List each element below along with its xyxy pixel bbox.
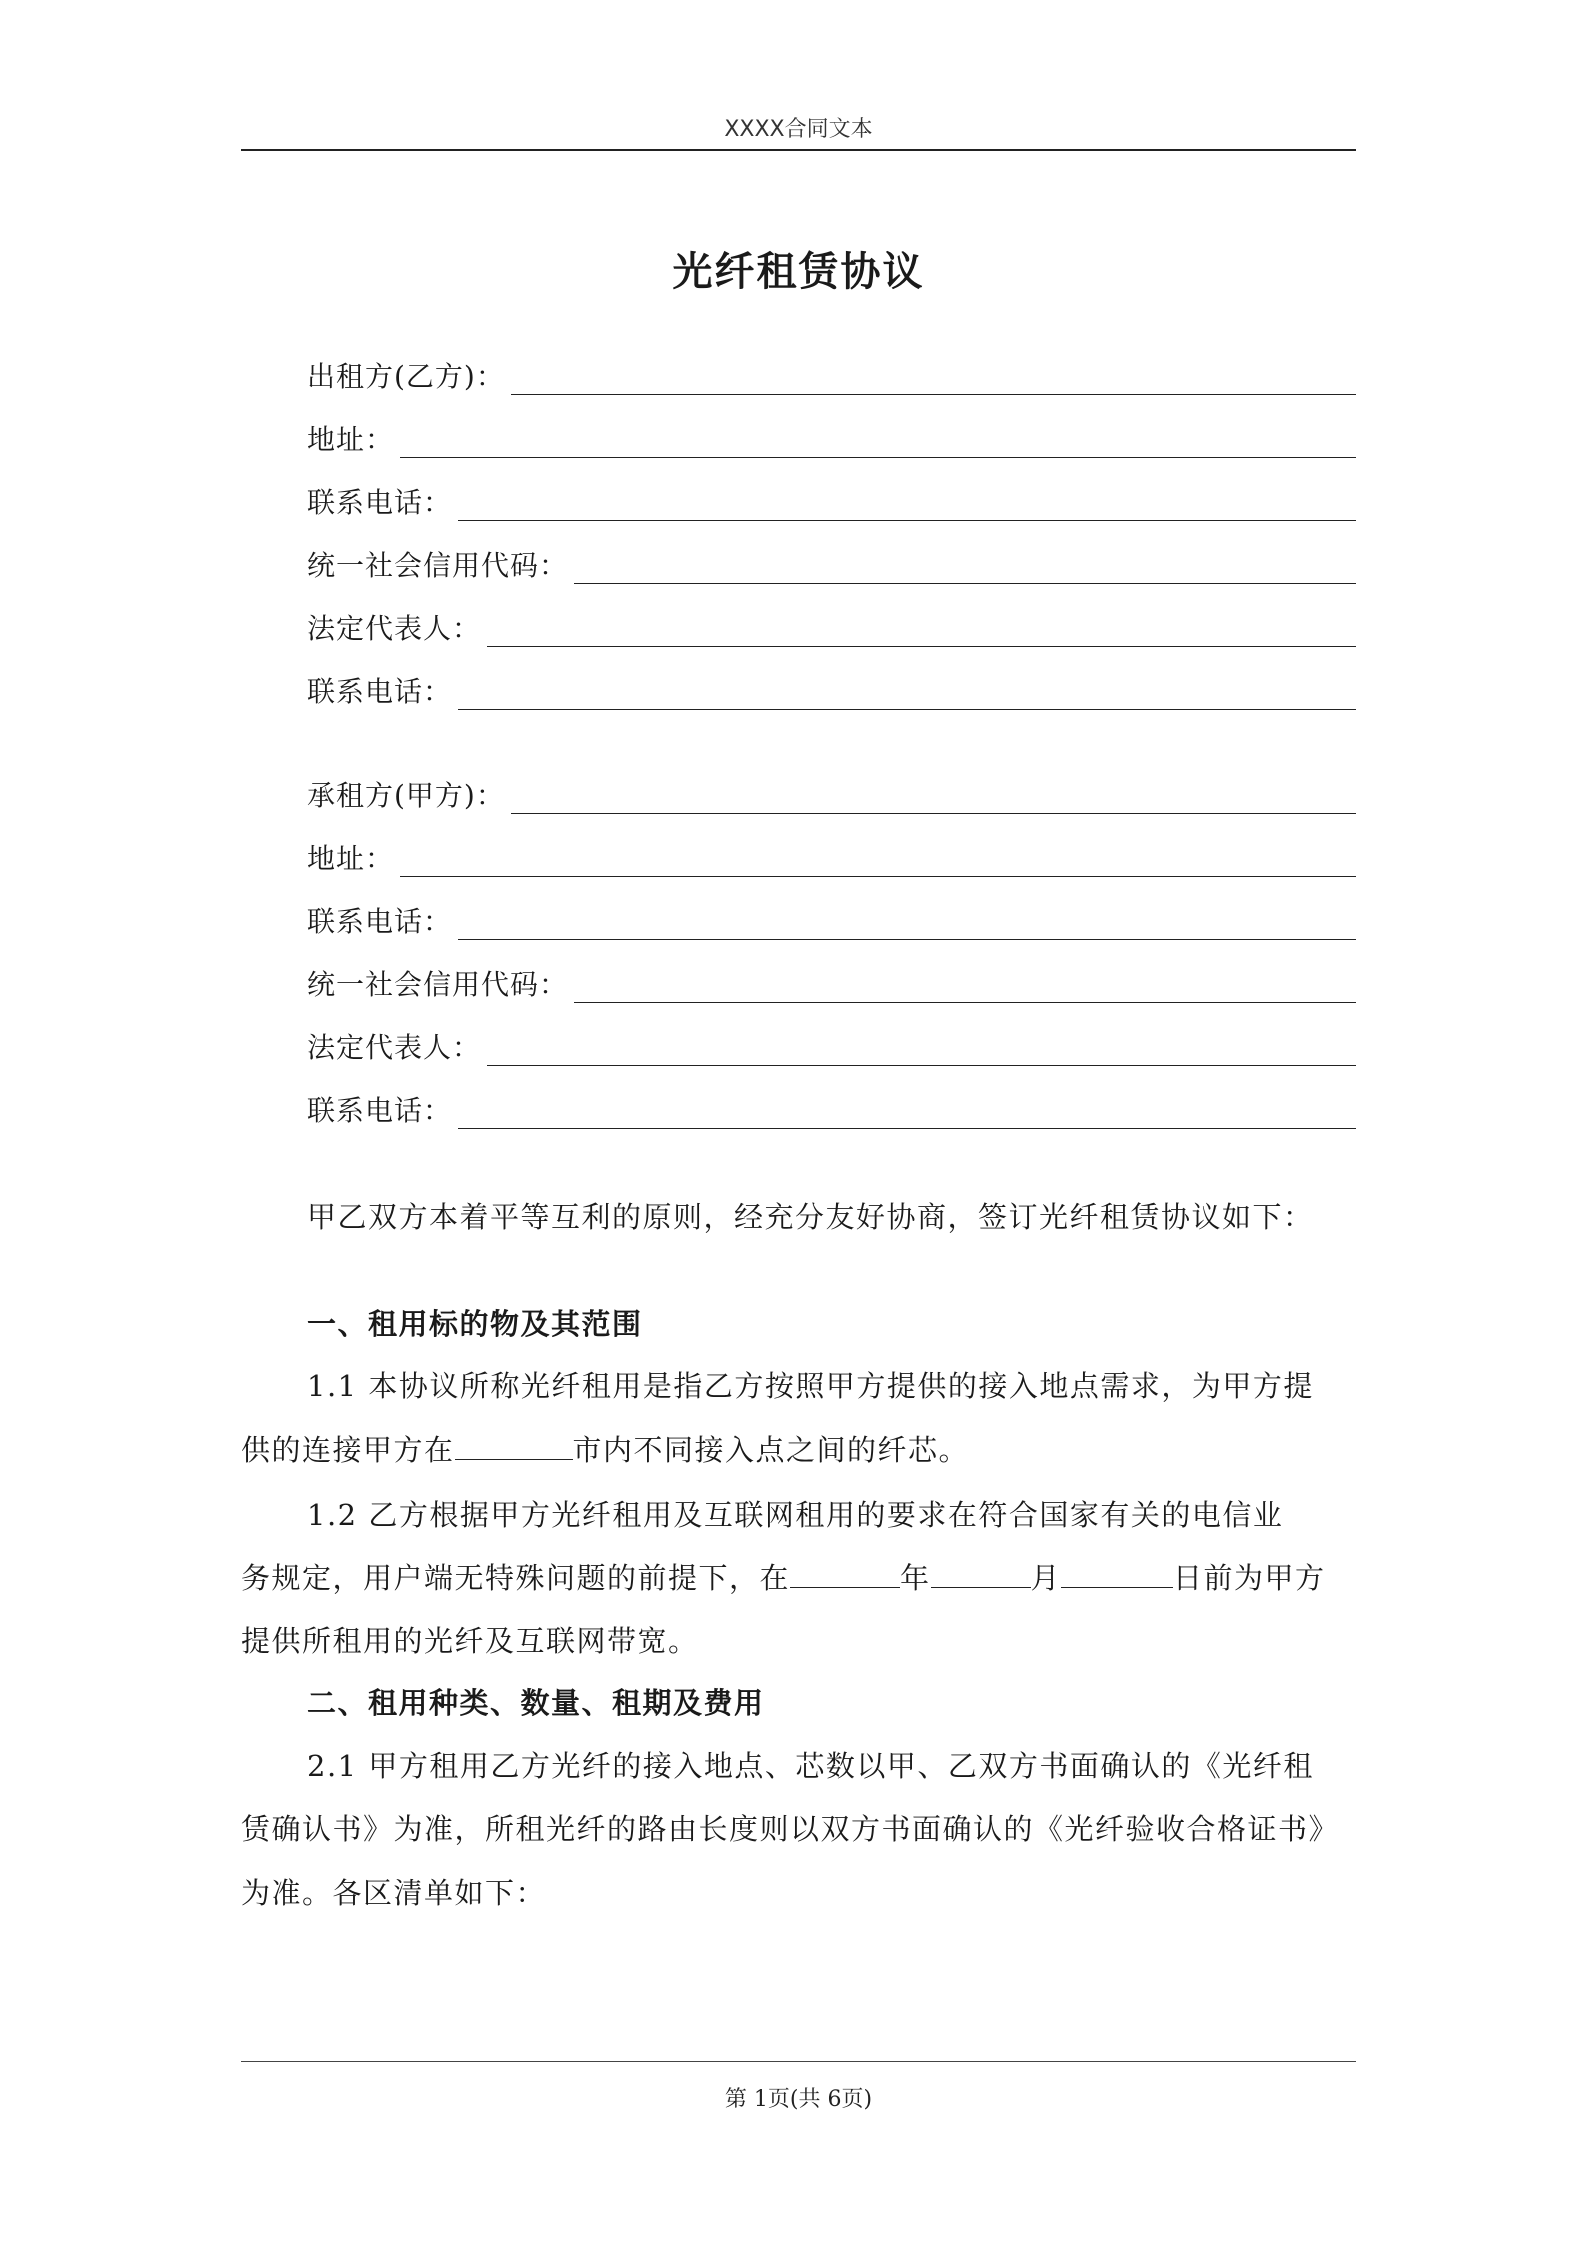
clause-text: 市内不同接入点之间的纤芯。 (572, 1433, 970, 1467)
fill-line[interactable] (458, 911, 1356, 940)
clause-text: 月 (1030, 1561, 1062, 1595)
field-label: 联系电话： (307, 675, 453, 708)
clause-text: 日前为甲方 (1173, 1561, 1326, 1595)
clause-2-1-line: 2.1 甲方租用乙方光纤的接入地点、芯数以甲、乙双方书面确认的《光纤租 (307, 1749, 1314, 1783)
clause-2-1-line: 赁确认书》为准，所租光纤的路由长度则以双方书面确认的《光纤验收合格证书》 (241, 1812, 1340, 1846)
fill-line[interactable] (458, 681, 1356, 710)
field-label: 承租方(甲方)： (307, 779, 505, 812)
field-label: 地址： (307, 842, 395, 875)
city-blank[interactable] (455, 1433, 573, 1460)
clause-1-2-line: 1.2 乙方根据甲方光纤租用及互联网租用的要求在符合国家有关的电信业 (307, 1498, 1284, 1532)
document-title: 光纤租赁协议 (672, 248, 925, 295)
intro-paragraph: 甲乙双方本着平等互利的原则，经充分友好协商，签订光纤租赁协议如下： (307, 1200, 1314, 1234)
lessor-legal-rep-field[interactable] (307, 607, 1356, 647)
lessor-phone-field[interactable] (307, 481, 1356, 521)
field-label: 统一社会信用代码： (307, 549, 569, 582)
clause-1-1-line: 1.1 本协议所称光纤租用是指乙方按照甲方提供的接入地点需求，为甲方提 (307, 1369, 1314, 1403)
clause-text: 年 (900, 1561, 931, 1595)
fill-line[interactable] (487, 618, 1356, 647)
lessee-phone-field[interactable] (307, 900, 1356, 940)
lessor-credit-code-field[interactable] (307, 544, 1356, 584)
fill-line[interactable] (400, 848, 1356, 877)
fill-line[interactable] (487, 1037, 1356, 1066)
fill-line[interactable] (458, 492, 1356, 521)
field-label: 法定代表人： (307, 612, 482, 645)
lessee-contact-phone-field[interactable] (307, 1089, 1356, 1129)
clause-2-1-line: 为准。各区清单如下： (241, 1876, 547, 1910)
lessee-credit-code-field[interactable] (307, 963, 1356, 1003)
field-label: 出租方(乙方)： (307, 360, 505, 393)
page-number: 第 1页(共 6页) (724, 2087, 873, 2112)
section2-heading: 二、租用种类、数量、租期及费用 (307, 1686, 765, 1720)
section1-heading: 一、租用标的物及其范围 (307, 1307, 643, 1341)
fill-line[interactable] (400, 429, 1356, 458)
day-blank[interactable] (1061, 1561, 1173, 1588)
fill-line[interactable] (458, 1100, 1356, 1129)
field-label: 统一社会信用代码： (307, 968, 569, 1001)
field-label: 联系电话： (307, 1094, 453, 1127)
lessee-legal-rep-field[interactable] (307, 1026, 1356, 1066)
lessee-name-field[interactable] (307, 774, 1356, 814)
lessee-address-field[interactable] (307, 837, 1356, 877)
page-header: XXXX合同文本 (724, 117, 873, 142)
field-label: 地址： (307, 423, 395, 456)
clause-1-2-line: 提供所租用的光纤及互联网带宽。 (241, 1624, 699, 1658)
field-label: 法定代表人： (307, 1031, 482, 1064)
fill-line[interactable] (511, 785, 1356, 814)
clause-1-1-line (241, 1428, 1356, 1469)
footer-divider (241, 2061, 1356, 2062)
month-blank[interactable] (931, 1561, 1031, 1588)
clause-text: 务规定，用户端无特殊问题的前提下，在 (241, 1561, 791, 1595)
field-label: 联系电话： (307, 905, 453, 938)
clause-1-2-line (241, 1556, 1356, 1597)
year-blank[interactable] (790, 1561, 900, 1588)
clause-text: 供的连接甲方在 (241, 1433, 455, 1467)
fill-line[interactable] (574, 974, 1356, 1003)
lessor-contact-phone-field[interactable] (307, 670, 1356, 710)
header-divider (241, 149, 1356, 151)
lessor-name-field[interactable] (307, 355, 1356, 395)
field-label: 联系电话： (307, 486, 453, 519)
fill-line[interactable] (574, 555, 1356, 584)
fill-line[interactable] (511, 366, 1356, 395)
lessor-address-field[interactable] (307, 418, 1356, 458)
